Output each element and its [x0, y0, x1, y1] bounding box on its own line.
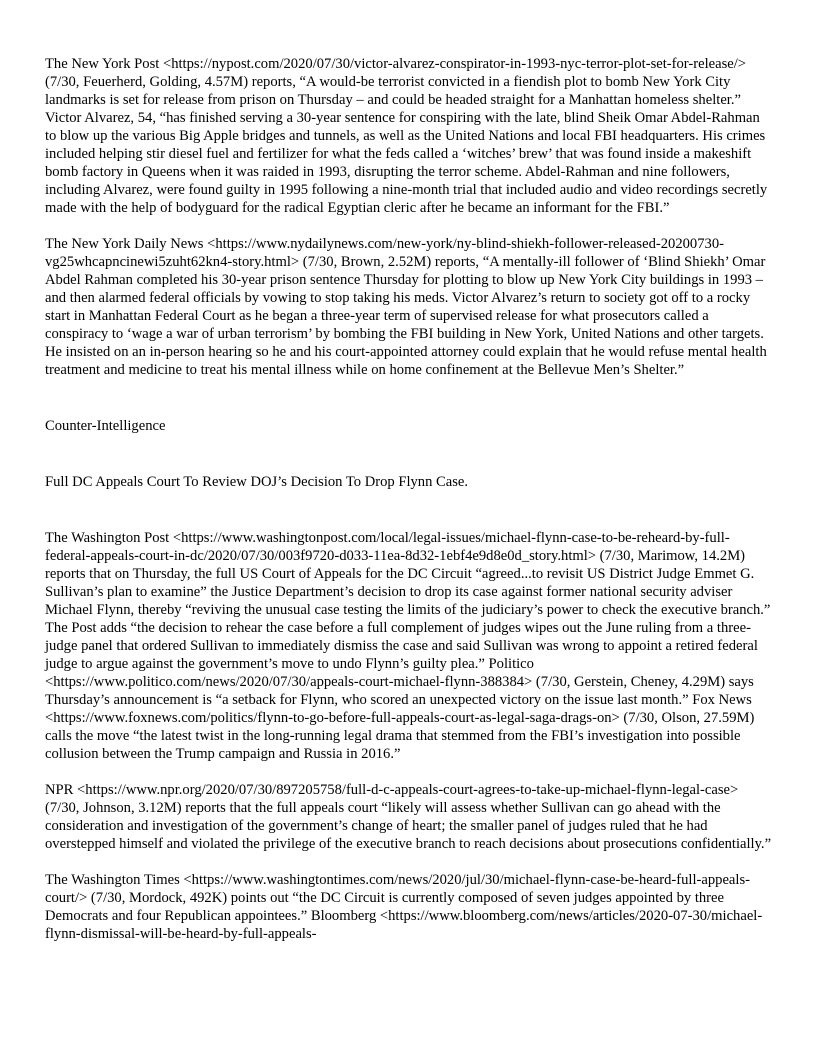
article-paragraph-washingtonpost: The Washington Post <https://www.washingtonpost.com/local/legal-issues/michael-flynn-case-to-be-reheard-by-full-federal-appeals-court-in-dc/2020/07/30/003f9720-d033-11ea-8d32-1ebf4e9d8e0d_story.html> (7/30, Marimow, 14.2M) reports that on Thursday, the full US Court of Appeals for the DC Circuit “agreed...to revisit US District Judge Emmet G. Sullivan’s plan to examine” the Justice Department’s decision to drop its case against former national security adviser Michael Flynn, thereby “reviving the unusual case testing the limits of the judiciary’s power to check the executive branch.” The Post adds “the decision to rehear the case before a full complement of judges wipes out the June ruling from a three-judge panel that ordered Sullivan to immediately dismiss the case and said Sullivan was wrong to appoint a retired federal judge to argue against the government’s move to undo Flynn’s guilty plea.” Politico <https://www.politico.com/news/2020/07/30/appeals-court-michael-flynn-388384> (7/30, Gerstein, Cheney, 4.29M) says Thursday’s announcement is “a setback for Flynn, who scored an unexpected victory on the issue last month.” Fox News <https://www.foxnews.com/politics/flynn-to-go-before-full-appeals-court-as-legal-saga-drags-on> (7/30, Olson, 27.59M) calls the move “the latest twist in the long-running legal drama that stemmed from the FBI’s investigation into possible collusion between the Trump campaign and Russia in 2016.”	[45, 530, 771, 762]
section-heading: Counter-Intelligence	[45, 418, 166, 434]
article-paragraph-npr: NPR <https://www.npr.org/2020/07/30/897205758/full-d-c-appeals-court-agrees-to-take-up-michael-flynn-legal-case> (7/30, Johnson, 3.12M) reports that the full appeals court “likely will assess whether Sullivan can go ahead with the consideration and investigation of the government’s change of heart; the smaller panel of judges ruled that he had overstepped himself and violated the privilege of the executive branch to reach decisions about prosecutions confidentially.”	[45, 782, 772, 852]
story-heading: Full DC Appeals Court To Review DOJ’s Decision To Drop Flynn Case.	[45, 474, 469, 490]
article-paragraph-washingtontimes: The Washington Times <https://www.washingtontimes.com/news/2020/jul/30/michael-flynn-case-be-heard-full-appeals-court/> (7/30, Mordock, 492K) points out “the DC Circuit is currently composed of seven judges appointed by three Democrats and four Republican appointees.” Bloomberg <https://www.bloomberg.com/news/articles/2020-07-30/michael-flynn-dismissal-will-be-heard-by-full-appeals-	[45, 872, 763, 942]
article-paragraph-nypost: The New York Post <https://nypost.com/2020/07/30/victor-alvarez-conspirator-in-1993-nyc-terror-plot-set-for-release/> (7/30, Feuerherd, Golding, 4.57M) reports, “A would-be terrorist convicted in a fiendish plot to bomb New York City landmarks is set for release from prison on Thursday – and could be headed straight for a Manhattan homeless shelter.” Victor Alvarez, 54, “has finished serving a 30-year sentence for conspiring with the late, blind Sheik Omar Abdel-Rahman to blow up the various Big Apple bridges and tunnels, as well as the United Nations and local FBI headquarters. His crimes included helping stir diesel fuel and fertilizer for what the feds called a ‘witches’ brew’ that was found inside a makeshift bomb factory in Queens when it was raided in 1993, disrupting the terror scheme. Abdel-Rahman and nine followers, including Alvarez, were found guilty in 1995 following a nine-month trial that included audio and video recordings secretly made with the help of bodyguard for the radical Egyptian cleric after he became an informant for the FBI.”	[45, 56, 768, 216]
article-paragraph-nydailynews: The New York Daily News <https://www.nydailynews.com/new-york/ny-blind-shiekh-follower-released-20200730-vg25whcapncinewi5zuht62kn4-story.html> (7/30, Brown, 2.52M) reports, “A mentally-ill follower of ‘Blind Shiekh’ Omar Abdel Rahman completed his 30-year prison sentence Thursday for plotting to blow up New York City buildings in 1993 – and then alarmed federal officials by vowing to stop taking his meds. Victor Alvarez’s return to society got off to a rocky start in Manhattan Federal Court as he began a three-year term of supervised release for what prosecutors called a conspiracy to ‘wage a war of urban terrorism’ by bombing the FBI building in New York, United Nations and other targets. He insisted on an in-person hearing so he and his court-appointed attorney could explain that he would refuse mental health treatment and medicine to treat his mental illness while on home confinement at the Bellevue Men’s Shelter.”	[45, 236, 767, 378]
